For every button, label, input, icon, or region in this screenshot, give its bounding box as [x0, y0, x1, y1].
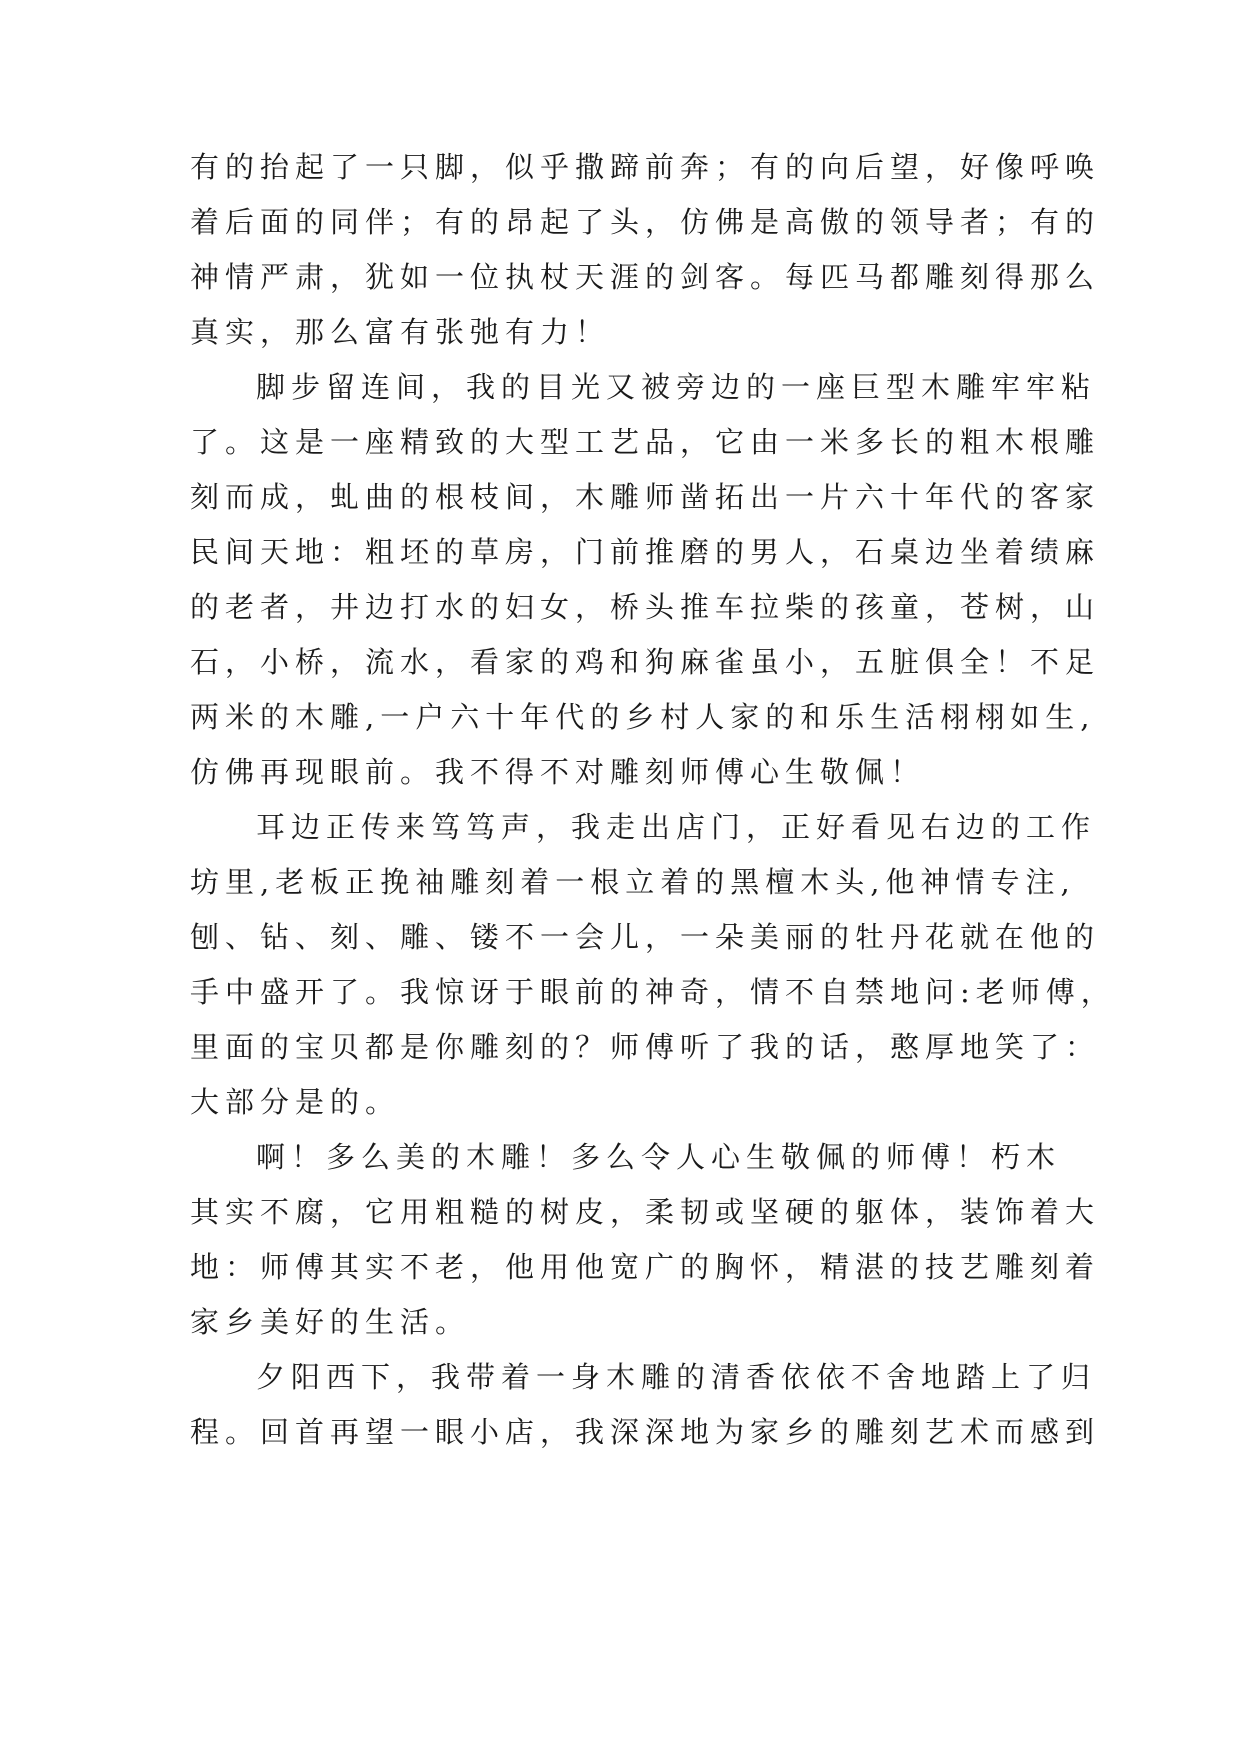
text-line: 有的抬起了一只脚，似乎撒蹄前奔；有的向后望，好像呼唤: [190, 150, 1101, 184]
document-page: [190, 140, 1116, 1460]
text-line: 里面的宝贝都是你雕刻的？师傅听了我的话，憨厚地笑了：: [190, 1030, 1101, 1064]
text-line: 坊里,老板正挽袖雕刻着一根立着的黑檀木头,他神情专注,: [190, 865, 1076, 899]
paragraph-5: [190, 1350, 1101, 1460]
text-line: 仿佛再现眼前。我不得不对雕刻师傅心生敬佩！: [190, 755, 926, 789]
text-line: 手中盛开了。我惊讶于眼前的神奇，情不自禁地问:老师傅，: [190, 975, 1116, 1009]
text-line: 神情严肃，犹如一位执杖天涯的剑客。每匹马都雕刻得那么: [190, 260, 1101, 294]
paragraph-1: [190, 140, 1101, 360]
paragraph-2: [190, 360, 1101, 800]
text-line: 啊！多么美的木雕！多么令人心生敬佩的师傅！朽木: [256, 1140, 1062, 1174]
text-line: 石，小桥，流水，看家的鸡和狗麻雀虽小，五脏俱全！不足: [190, 645, 1101, 679]
paragraph-3: [190, 800, 1116, 1130]
text-line: 了。这是一座精致的大型工艺品，它由一米多长的粗木根雕: [190, 425, 1101, 459]
text-line: 刻而成，虬曲的根枝间，木雕师凿拓出一片六十年代的客家: [190, 480, 1101, 514]
paragraph-4: [190, 1130, 1101, 1350]
text-line: 脚步留连间，我的目光又被旁边的一座巨型木雕牢牢粘: [256, 370, 1097, 404]
text-line: 两米的木雕,一户六十年代的乡村人家的和乐生活栩栩如生,: [190, 700, 1096, 734]
text-line: 其实不腐，它用粗糙的树皮，柔韧或坚硬的躯体，装饰着大: [190, 1195, 1101, 1229]
text-line: 着后面的同伴；有的昂起了头，仿佛是高傲的领导者；有的: [190, 205, 1101, 239]
text-line: 家乡美好的生活。: [190, 1305, 471, 1339]
text-line: 真实，那么富有张弛有力！: [190, 315, 611, 349]
text-line: 民间天地：粗坯的草房，门前推磨的男人，石桌边坐着绩麻: [190, 535, 1101, 569]
text-line: 大部分是的。: [190, 1085, 401, 1119]
text-line: 刨、钻、刻、雕、镂不一会儿，一朵美丽的牡丹花就在他的: [190, 920, 1101, 954]
text-line: 的老者，井边打水的妇女，桥头推车拉柴的孩童，苍树，山: [190, 590, 1101, 624]
text-line: 耳边正传来笃笃声，我走出店门，正好看见右边的工作: [256, 810, 1097, 844]
text-line: 地：师傅其实不老，他用他宽广的胸怀，精湛的技艺雕刻着: [190, 1250, 1101, 1284]
text-line: 夕阳西下，我带着一身木雕的清香依依不舍地踏上了归: [256, 1360, 1097, 1394]
text-line: 程。回首再望一眼小店，我深深地为家乡的雕刻艺术而感到: [190, 1415, 1101, 1449]
